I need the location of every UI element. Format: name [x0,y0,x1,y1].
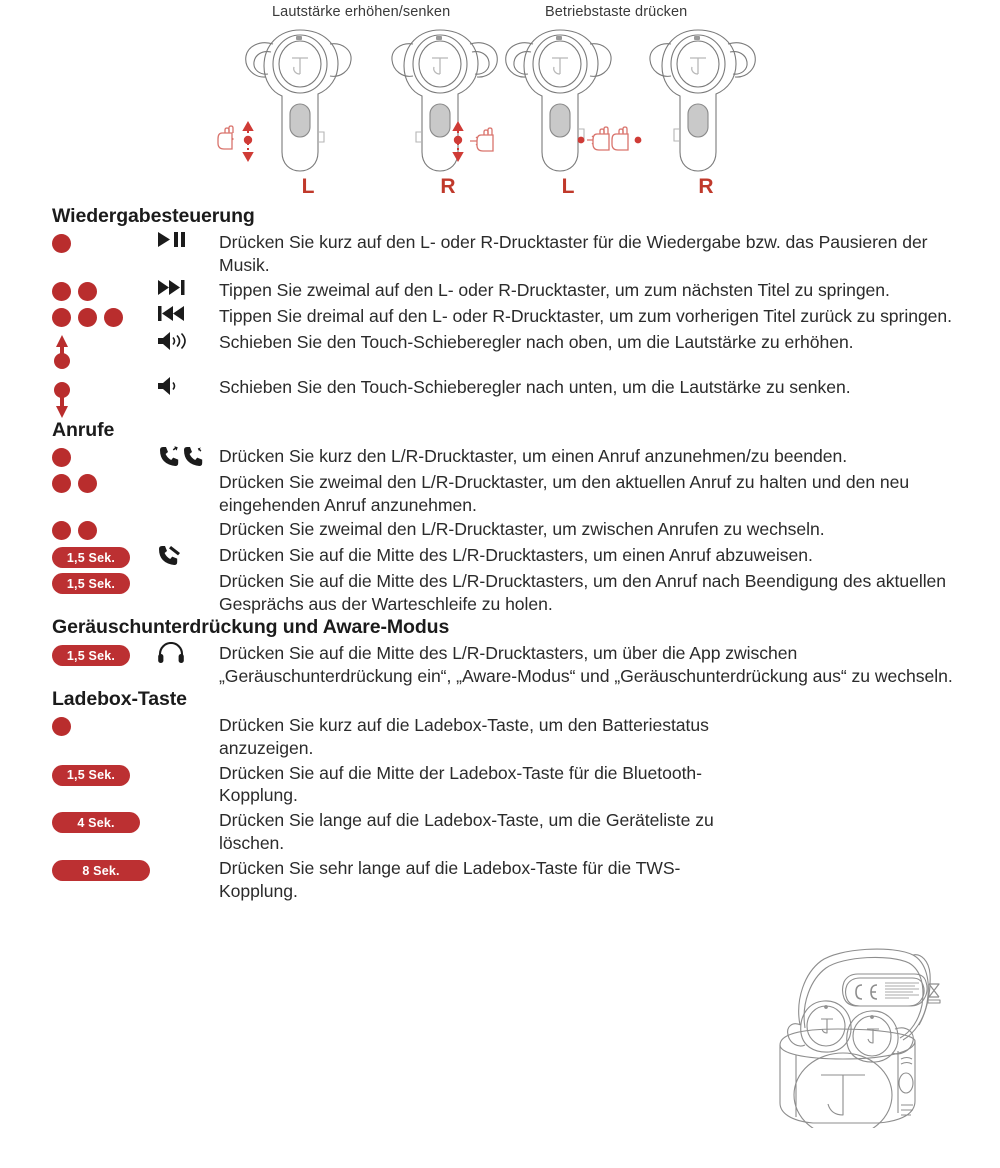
gesture-slide-vertical-icon [216,119,276,164]
cue-one-press [52,712,157,736]
glyph-cell [157,443,219,467]
slide-up-icon [52,334,72,374]
call-answer-end-icon [157,445,209,467]
press-dot-icon [78,474,97,493]
instruction-row [52,443,1000,469]
section-heading-anc: Geräuschunterdrückung und Aware-Modus [52,616,450,639]
duration-badge: 8 Sek. [52,860,150,881]
glyph-cell-empty [157,855,219,857]
earbud-illustration-band [0,0,1000,205]
press-dot-icon [78,521,97,540]
next-track-icon [157,279,187,296]
cue-hold-duration [52,855,157,881]
press-dot-icon [52,521,71,540]
headphones-icon [157,642,185,664]
instruction-text: Drücken Sie zweimal den L/R-Drucktaster, um zwischen Anrufen zu wechseln. [219,519,825,540]
press-dot-icon [52,717,71,736]
glyph-cell-empty [157,469,219,471]
glyph-cell [157,329,219,351]
glyph-cell [157,542,219,566]
instruction-row [52,760,1000,808]
instruction-text: Tippen Sie dreimal auf den L- oder R-Drucktaster, um zum vorherigen Titel zurück zu springen. [219,305,952,326]
instruction-row [52,277,1000,303]
instruction-row [52,542,1000,568]
press-dot-icon [78,282,97,301]
call-reject-icon [157,544,183,566]
instruction-text: Drücken Sie lange auf die Ladebox-Taste, um die Geräteliste zu löschen. [219,810,714,854]
instruction-text: Drücken Sie auf die Mitte des L/R-Drucktasters, um über die App zwischen „Geräuschunterdrückung ein“, „Aware-Modus“ und „Geräuschunterdrückung aus“ zu wechseln. [219,643,953,687]
instruction-row [52,855,1000,903]
glyph-cell [157,640,219,664]
instruction-row [52,374,1000,419]
instruction-row [52,303,1000,329]
glyph-cell-empty [157,712,219,714]
duration-badge: 1,5 Sek. [52,765,130,786]
instruction-text: Drücken Sie kurz auf den L- oder R-Drucktaster für die Wiedergabe bzw. das Pausieren der Musik. [219,232,928,275]
duration-badge: 1,5 Sek. [52,573,130,594]
volume-up-icon [157,331,191,351]
press-dot-icon [104,308,123,327]
press-dot-icon [78,308,97,327]
instruction-row [52,712,1000,760]
section-heading-playback: Wiedergabesteuerung [52,205,255,227]
cue-slide-up [52,329,157,374]
instruction-text: Drücken Sie auf die Mitte der Ladebox-Taste für die Bluetooth-Kopplung. [219,762,702,806]
caption-volume-control: Lautstärke erhöhen/senken [272,4,451,20]
press-dot-icon [52,474,71,493]
instruction-row [52,329,1000,374]
press-dot-icon [52,448,71,467]
caption-power-button: Betriebstaste drücken [545,4,688,20]
glyph-cell-empty [157,516,219,518]
press-dot-icon [52,234,71,253]
section-heading-calls: Anrufe [52,418,115,441]
instruction-row [52,568,1000,616]
glyph-cell [157,277,219,296]
glyph-cell-empty [157,807,219,809]
cue-three-press [52,303,157,327]
cue-hold-duration [52,568,157,594]
instruction-row [52,229,1000,277]
instruction-text: Schieben Sie den Touch-Schieberegler nach oben, um die Lautstärke zu erhöhen. [219,331,854,352]
glyph-cell [157,374,219,396]
gesture-press-icon [610,122,670,158]
earbud-label-4: R [698,175,714,198]
cue-slide-down [52,374,157,419]
earbud-label-1: L [301,175,315,198]
cue-hold-duration [52,640,157,666]
cue-hold-duration [52,760,157,786]
earbud-figure-4 [636,24,776,199]
instruction-row [52,807,1000,855]
instruction-text: Tippen Sie zweimal auf den L- oder R-Drucktaster, um zum nächsten Titel zu springen. [219,279,890,300]
instruction-text: Drücken Sie auf die Mitte des L/R-Drucktasters, um einen Anruf abzuweisen. [219,545,813,566]
cue-hold-duration [52,542,157,568]
instruction-row [52,516,1000,542]
instruction-text: Schieben Sie den Touch-Schieberegler nach unten, um die Lautstärke zu senken. [219,376,851,397]
section-heading-case: Ladebox-Taste [52,687,187,710]
instruction-list [0,205,1000,903]
instruction-text: Drücken Sie zweimal den L/R-Drucktaster, um den aktuellen Anruf zu halten und den neu eingehenden Anruf anzunehmen. [219,471,910,515]
play-pause-icon [157,231,187,248]
earbud-figure-2 [378,24,518,199]
duration-badge: 1,5 Sek. [52,645,130,666]
instruction-row [52,469,1000,517]
press-dot-icon [52,282,71,301]
earbud-label-2: R [440,175,456,198]
earbud-figure-1 [238,24,378,199]
duration-badge: 4 Sek. [52,812,140,833]
cue-two-press [52,277,157,301]
glyph-cell [157,303,219,322]
cue-two-press [52,516,157,540]
press-dot-icon [52,308,71,327]
instruction-text: Drücken Sie kurz auf die Ladebox-Taste, um den Batteriestatus anzuzeigen. [219,714,709,758]
glyph-cell-empty [157,568,219,570]
earbud-label-3: L [561,175,575,198]
cue-one-press [52,443,157,467]
cue-hold-duration [52,807,157,833]
charging-case-illustration [743,933,978,1128]
cue-two-press [52,469,157,493]
glyph-cell [157,229,219,248]
slide-down-icon [52,379,72,419]
volume-down-icon [157,376,191,396]
glyph-cell-empty [157,760,219,762]
cue-one-press [52,229,157,253]
instruction-text: Drücken Sie kurz den L/R-Drucktaster, um einen Anruf anzunehmen/zu beenden. [219,445,848,466]
instruction-row [52,640,1000,688]
duration-badge: 1,5 Sek. [52,547,130,568]
previous-track-icon [157,305,187,322]
earbud-figure-3 [498,24,638,199]
instruction-text: Drücken Sie auf die Mitte des L/R-Drucktasters, um den Anruf nach Beendigung des aktuellen Gesprächs aus der Warteschleife zu holen. [219,571,947,615]
instruction-text: Drücken Sie sehr lange auf die Ladebox-Taste für die TWS-Kopplung. [219,858,681,901]
earbud-drawing-icon [636,24,776,184]
earbud-drawing-icon [498,24,638,184]
